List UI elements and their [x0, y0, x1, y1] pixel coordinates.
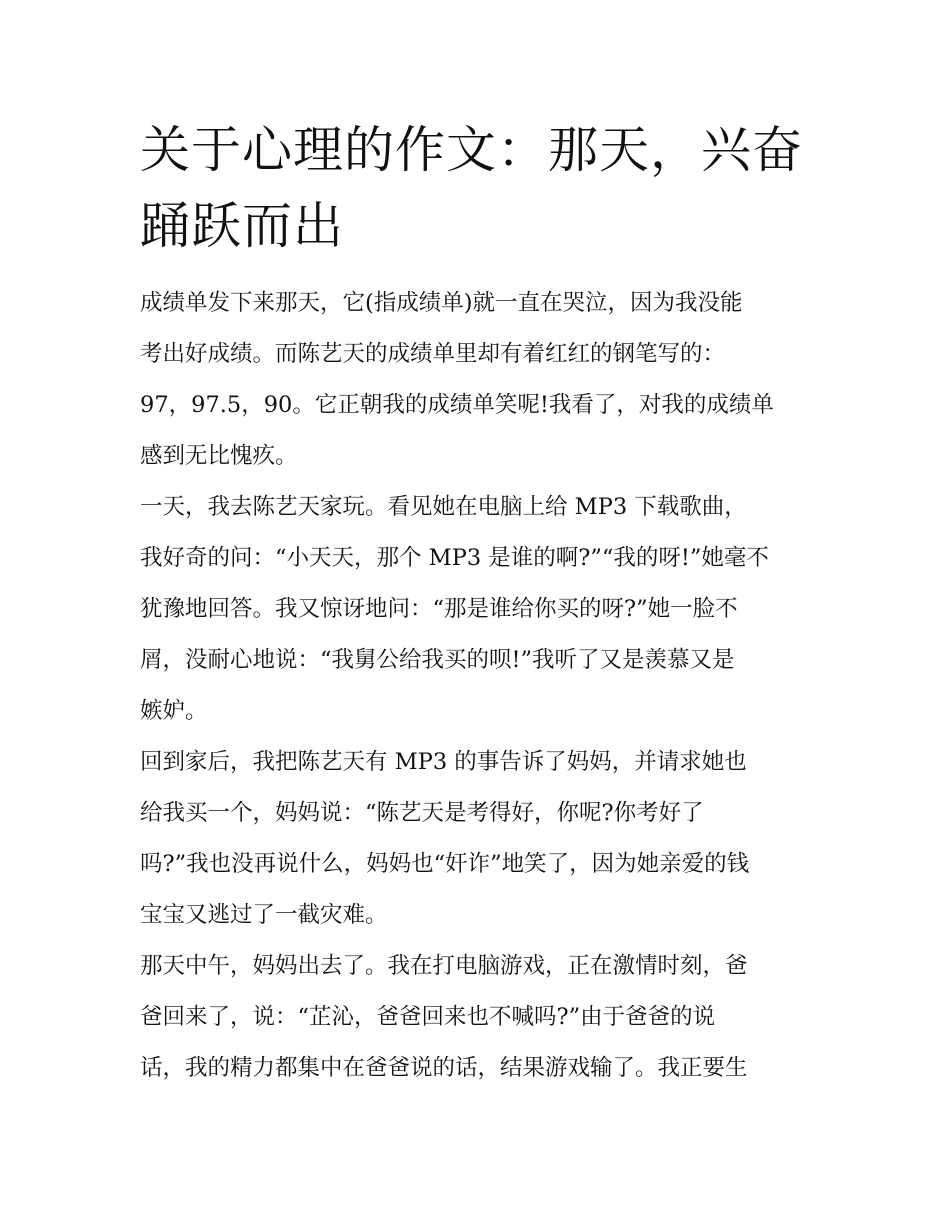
document-body [140, 112, 812, 1094]
text-line: 那天中午，妈妈出去了。我在打电脑游戏，正在激情时刻，爸 [140, 953, 748, 979]
text-line: 犹豫地回答。我又惊讶地问：“那是谁给你买的呀?”她一脸不 [140, 596, 738, 622]
paragraph-4 [140, 941, 812, 1094]
text-line: 感到无比愧疚。 [140, 443, 298, 469]
text-line: 一天，我去陈艺天家玩。看见她在电脑上给 MP3 下载歌曲， [140, 494, 747, 520]
title-line: 关于心理的作文：那天，兴奋 [140, 121, 803, 179]
text-line: 吗?”我也没再说什么，妈妈也“奸诈”地笑了，因为她亲爱的钱 [140, 851, 750, 877]
text-line: 宝宝又逃过了一截灾难。 [140, 902, 388, 928]
paragraph-2 [140, 482, 812, 737]
text-line: 话，我的精力都集中在爸爸说的话，结果游戏输了。我正要生 [140, 1055, 748, 1081]
text-line: 爸回来了，说：“芷沁，爸爸回来也不喊吗?”由于爸爸的说 [140, 1004, 716, 1030]
text-line: 考出好成绩。而陈艺天的成绩单里却有着红红的钢笔写的： [140, 341, 726, 367]
title-spacer [140, 264, 812, 278]
paragraph-1 [140, 278, 812, 482]
text-line: 我好奇的问：“小天天，那个 MP3 是谁的啊?”“我的呀!”她毫不 [140, 545, 769, 571]
text-line: 嫉妒。 [140, 698, 208, 724]
title-line: 踊跃而出 [140, 197, 344, 255]
text-line: 回到家后，我把陈艺天有 MP3 的事告诉了妈妈，并请求她也 [140, 749, 747, 775]
text-line: 成绩单发下来那天，它(指成绩单)就一直在哭泣，因为我没能 [140, 290, 743, 316]
text-line: 给我买一个，妈妈说：“陈艺天是考得好，你呢?你考好了 [140, 800, 704, 826]
paragraph-3 [140, 737, 812, 941]
text-line: 屑，没耐心地说：“我舅公给我买的呗!”我听了又是羡慕又是 [140, 647, 735, 673]
text-line: 97，97.5，90。它正朝我的成绩单笑呢!我看了，对我的成绩单 [140, 392, 774, 418]
document-title [140, 112, 812, 264]
